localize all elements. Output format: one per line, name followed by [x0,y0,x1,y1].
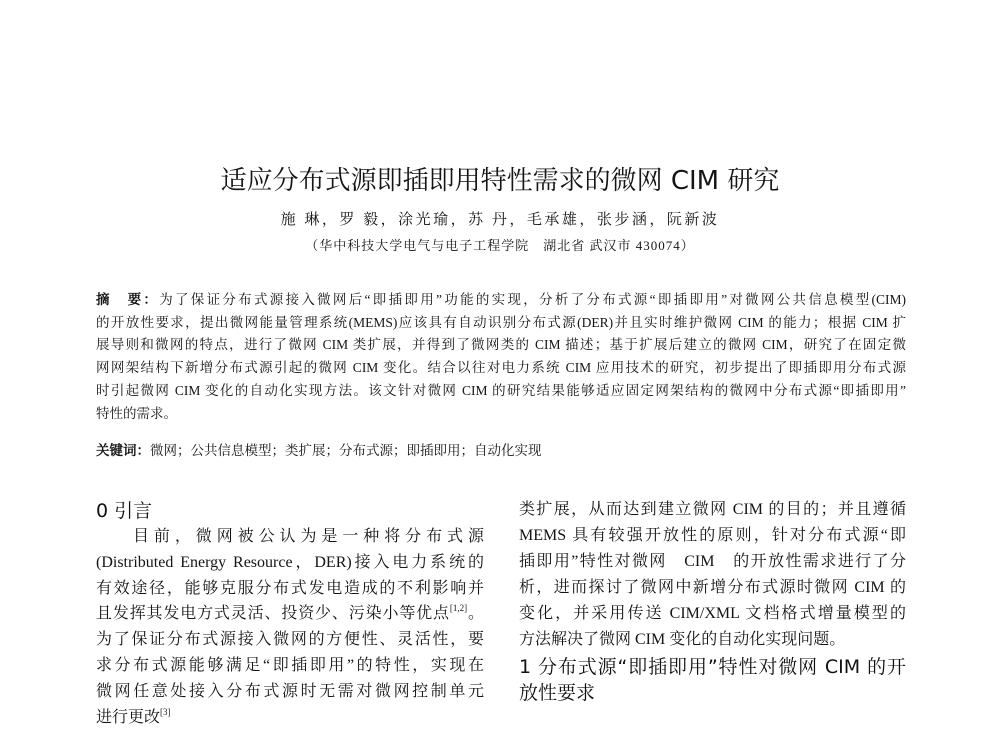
column-line: 类扩展，从而达到建立微网 CIM 的目的；并且遵循 [519,501,906,518]
column-line: (Distributed Energy Resource，DER)接入电力系统的 [96,553,484,571]
column-line-text: 进行更改 [96,708,161,726]
column-line: 目前，微网被公认为是一种将分布式源 [133,528,484,545]
abstract-line: 时引起微网 CIM 变化的自动化实现方法。该文针对微网 CIM 的研究结果能够适应固定网架结构的微网中分布式源“即插即用” [96,382,906,398]
keywords-text: 微网；公共信息模型；类扩展；分布式源；即插即用；自动化实现 [150,443,542,458]
intro-paragraph [96,524,484,730]
column-line: 微网任意处接入分布式源时无需对微网控制单元 [96,682,484,700]
section-heading: 0 引言 [96,500,153,522]
column-line: 有效途径，能够克服分布式发电造成的不利影响并 [96,579,484,597]
column-line-text: 且发挥其发电方式灵活、投资少、污染小等优点 [96,605,450,623]
column-line: 为了保证分布式源接入微网的方便性、灵活性，要 [96,631,484,649]
column-line: 方法解决了微网 CIM 变化的自动化实现问题。 [519,631,846,648]
affiliation: （华中科技大学电气与电子工程学院 湖北省 武汉市 430074） [305,238,695,253]
citation: [3] [160,706,171,717]
column-line: 变化，并采用传送 CIM/XML 文档格式增量模型的 [519,605,906,622]
abstract-line: 特性的需求。 [96,405,177,421]
abstract-line: 网网架结构下新增分布式源引起的微网 CIM 变化。结合以往对电力系统 CIM 应用技术的研究，初步提出了即插即用分布式源 [96,360,906,376]
right-paragraph [519,497,906,653]
section-heading-line: 放性要求 [519,682,596,704]
column-line: 析，进而探讨了微网中新增分布式源时微网 CIM 的 [519,579,906,596]
column-line: 求分布式源能够满足“即插即用”的特性，实现在 [96,656,484,674]
abstract-line [96,289,906,312]
abstract-line: 展导则和微网的特点，进行了微网 CIM 类扩展，并得到了微网类的 CIM 描述；基于扩展后建立的微网 CIM，研究了在固定微 [96,337,906,353]
column-line [96,601,484,627]
paper-title: 适应分布式源即插即用特性需求的微网 CIM 研究 [220,166,780,196]
right-column [519,497,906,706]
column-line: 插即用”特性对微网 CIM 的开放性需求进行了分 [519,553,906,570]
section-heading [519,654,906,706]
abstract-text: 为了保证分布式源接入微网后“即插即用”功能的实现，分析了分布式源“即插即用”对微网公共信息模型(CIM) [159,292,907,307]
author-list: 施 琳，罗 毅，涂光瑜，苏 丹，毛承雄，张步涵，阮新波 [280,212,720,228]
abstract-line: 的开放性要求，提出微网能量管理系统(MEMS)应该具有自动识别分布式源(DER)并且实时维护微网 CIM 的能力；根据 CIM 扩 [96,314,906,330]
abstract-label: 摘 要： [96,292,160,308]
abstract [96,289,906,425]
column-line: MEMS 具有较强开放性的原则，针对分布式源“即 [519,527,906,544]
column-line-tail: 。 [467,605,484,623]
keywords [96,440,906,462]
section-heading-line: 1 分布式源“即插即用”特性对微网 CIM 的开 [519,656,906,678]
citation: [1,2] [449,603,468,614]
keywords-label: 关键词： [96,443,150,459]
left-column [96,498,484,730]
column-line [96,705,484,730]
